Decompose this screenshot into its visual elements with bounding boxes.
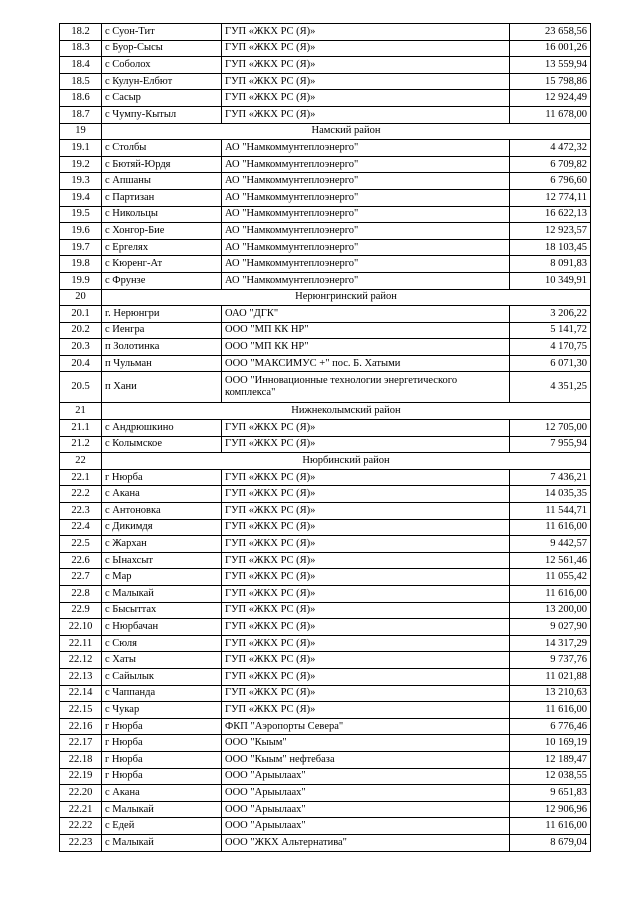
row-number: 18.5 — [60, 73, 102, 90]
table-row — [60, 372, 591, 403]
row-number: 21.2 — [60, 436, 102, 453]
organization-cell: АО "Намкоммунтеплоэнерго" — [222, 206, 510, 223]
organization-cell: ГУП «ЖКХ РС (Я)» — [222, 685, 510, 702]
amount-cell: 6 776,46 — [510, 718, 591, 735]
organization-cell: ГУП «ЖКХ РС (Я)» — [222, 668, 510, 685]
table-row — [60, 668, 591, 685]
organization-cell: ГУП «ЖКХ РС (Я)» — [222, 73, 510, 90]
organization-cell: ГУП «ЖКХ РС (Я)» — [222, 436, 510, 453]
table-row — [60, 239, 591, 256]
row-number: 22.5 — [60, 536, 102, 553]
table-row — [60, 801, 591, 818]
row-number: 22.22 — [60, 818, 102, 835]
amount-cell: 11 616,00 — [510, 519, 591, 536]
locality-cell: с Акана — [102, 785, 222, 802]
row-number: 19.3 — [60, 173, 102, 190]
locality-cell: г Нюрба — [102, 718, 222, 735]
locality-cell: с Малыкай — [102, 834, 222, 851]
row-number: 22.17 — [60, 735, 102, 752]
table-row — [60, 173, 591, 190]
amount-cell: 4 351,25 — [510, 372, 591, 403]
table-row — [60, 602, 591, 619]
row-number: 18.4 — [60, 57, 102, 74]
row-number: 22.15 — [60, 702, 102, 719]
amount-cell: 9 027,90 — [510, 619, 591, 636]
locality-cell: с Кюренг-Ат — [102, 256, 222, 273]
table-row — [60, 469, 591, 486]
row-number: 20.1 — [60, 306, 102, 323]
organization-cell: ООО "ЖКХ Альтернатива" — [222, 834, 510, 851]
table-row — [60, 768, 591, 785]
amount-cell: 4 170,75 — [510, 339, 591, 356]
amount-cell: 12 189,47 — [510, 751, 591, 768]
table-row — [60, 24, 591, 41]
table-row — [60, 818, 591, 835]
locality-cell: с Сасыр — [102, 90, 222, 107]
row-number: 22.12 — [60, 652, 102, 669]
amount-cell: 10 349,91 — [510, 272, 591, 289]
amount-cell: 11 055,42 — [510, 569, 591, 586]
row-number: 22.20 — [60, 785, 102, 802]
amount-cell: 8 679,04 — [510, 834, 591, 851]
table-row — [60, 785, 591, 802]
amount-cell: 4 472,32 — [510, 140, 591, 157]
locality-cell: с Ергелях — [102, 239, 222, 256]
organization-cell: ООО "Арыылаах" — [222, 768, 510, 785]
table-row — [60, 40, 591, 57]
row-number: 22.7 — [60, 569, 102, 586]
district-name: Нерюнгринский район — [102, 289, 591, 306]
amount-cell: 18 103,45 — [510, 239, 591, 256]
locality-cell: с Кулун-Елбют — [102, 73, 222, 90]
row-number: 18.2 — [60, 24, 102, 41]
row-number: 20.4 — [60, 355, 102, 372]
district-number: 20 — [60, 289, 102, 306]
row-number: 22.11 — [60, 635, 102, 652]
amount-cell: 12 561,46 — [510, 552, 591, 569]
organization-cell: ООО "Арыылаах" — [222, 818, 510, 835]
table-row — [60, 718, 591, 735]
table-row — [60, 536, 591, 553]
table-row — [60, 57, 591, 74]
row-number: 22.18 — [60, 751, 102, 768]
row-number: 22.10 — [60, 619, 102, 636]
organization-cell: ГУП «ЖКХ РС (Я)» — [222, 619, 510, 636]
table-row — [60, 436, 591, 453]
organization-cell: ГУП «ЖКХ РС (Я)» — [222, 57, 510, 74]
amount-cell: 12 923,57 — [510, 223, 591, 240]
amount-cell: 12 038,55 — [510, 768, 591, 785]
table-body — [60, 24, 591, 852]
organization-cell: ГУП «ЖКХ РС (Я)» — [222, 469, 510, 486]
organization-cell: ГУП «ЖКХ РС (Я)» — [222, 486, 510, 503]
organization-cell: АО "Намкоммунтеплоэнерго" — [222, 173, 510, 190]
locality-cell: г Нюрба — [102, 469, 222, 486]
table-row — [60, 339, 591, 356]
row-number: 19.8 — [60, 256, 102, 273]
organization-cell: ООО "МАКСИМУС +" пос. Б. Хатыми — [222, 355, 510, 372]
locality-cell: с Иенгра — [102, 322, 222, 339]
locality-cell: с Дикимдя — [102, 519, 222, 536]
locality-cell: с Бютяй-Юрдя — [102, 156, 222, 173]
district-number: 21 — [60, 403, 102, 420]
organization-cell: АО "Намкоммунтеплоэнерго" — [222, 156, 510, 173]
row-number: 22.8 — [60, 586, 102, 603]
organization-cell: ООО "Кыым" — [222, 735, 510, 752]
table-row — [60, 272, 591, 289]
organization-cell: ГУП «ЖКХ РС (Я)» — [222, 635, 510, 652]
row-number: 19.1 — [60, 140, 102, 157]
locality-cell: с Нюрбачан — [102, 619, 222, 636]
table-row — [60, 751, 591, 768]
locality-cell: с Фрунзе — [102, 272, 222, 289]
organization-cell: ОАО "ДГК" — [222, 306, 510, 323]
table-row — [60, 652, 591, 669]
amount-cell: 9 651,83 — [510, 785, 591, 802]
row-number: 19.9 — [60, 272, 102, 289]
organization-cell: ООО "Арыылаах" — [222, 785, 510, 802]
district-name: Нюрбинский район — [102, 453, 591, 470]
table-row — [60, 189, 591, 206]
amount-cell: 12 774,11 — [510, 189, 591, 206]
amount-cell: 3 206,22 — [510, 306, 591, 323]
table-row — [60, 552, 591, 569]
organization-cell: АО "Намкоммунтеплоэнерго" — [222, 223, 510, 240]
district-header-row — [60, 123, 591, 140]
locality-cell: с Акана — [102, 486, 222, 503]
amount-cell: 7 436,21 — [510, 469, 591, 486]
amount-cell: 11 616,00 — [510, 818, 591, 835]
locality-cell: с Малыкай — [102, 586, 222, 603]
locality-cell: г Нюрба — [102, 751, 222, 768]
locality-cell: с Столбы — [102, 140, 222, 157]
table-row — [60, 486, 591, 503]
amount-cell: 6 709,82 — [510, 156, 591, 173]
organization-cell: ООО "Арыылаах" — [222, 801, 510, 818]
row-number: 19.2 — [60, 156, 102, 173]
table-row — [60, 619, 591, 636]
table-row — [60, 106, 591, 123]
organization-cell: ГУП «ЖКХ РС (Я)» — [222, 552, 510, 569]
organization-cell: ГУП «ЖКХ РС (Я)» — [222, 420, 510, 437]
locality-cell: с Колымское — [102, 436, 222, 453]
amount-cell: 12 705,00 — [510, 420, 591, 437]
district-header-row — [60, 403, 591, 420]
organization-cell: АО "Намкоммунтеплоэнерго" — [222, 239, 510, 256]
amount-cell: 11 616,00 — [510, 702, 591, 719]
tariff-table — [59, 23, 591, 852]
district-name: Нижнеколымский район — [102, 403, 591, 420]
amount-cell: 6 071,30 — [510, 355, 591, 372]
locality-cell: с Буор-Сысы — [102, 40, 222, 57]
organization-cell: ООО "МП КК НР" — [222, 322, 510, 339]
row-number: 22.19 — [60, 768, 102, 785]
amount-cell: 10 169,19 — [510, 735, 591, 752]
amount-cell: 11 544,71 — [510, 503, 591, 520]
table-row — [60, 685, 591, 702]
locality-cell: п Золотинка — [102, 339, 222, 356]
organization-cell: ГУП «ЖКХ РС (Я)» — [222, 652, 510, 669]
table-row — [60, 256, 591, 273]
locality-cell: с Сюля — [102, 635, 222, 652]
amount-cell: 23 658,56 — [510, 24, 591, 41]
row-number: 22.1 — [60, 469, 102, 486]
row-number: 22.2 — [60, 486, 102, 503]
amount-cell: 14 317,29 — [510, 635, 591, 652]
table-row — [60, 503, 591, 520]
row-number: 18.3 — [60, 40, 102, 57]
table-row — [60, 834, 591, 851]
locality-cell: с Чукар — [102, 702, 222, 719]
organization-cell: ГУП «ЖКХ РС (Я)» — [222, 24, 510, 41]
row-number: 18.6 — [60, 90, 102, 107]
row-number: 22.21 — [60, 801, 102, 818]
table-row — [60, 420, 591, 437]
row-number: 19.4 — [60, 189, 102, 206]
organization-cell: АО "Намкоммунтеплоэнерго" — [222, 189, 510, 206]
district-number: 22 — [60, 453, 102, 470]
organization-cell: ГУП «ЖКХ РС (Я)» — [222, 40, 510, 57]
row-number: 20.5 — [60, 372, 102, 403]
row-number: 21.1 — [60, 420, 102, 437]
amount-cell: 9 442,57 — [510, 536, 591, 553]
amount-cell: 11 678,00 — [510, 106, 591, 123]
table-row — [60, 735, 591, 752]
district-header-row — [60, 453, 591, 470]
locality-cell: п Чульман — [102, 355, 222, 372]
organization-cell: ГУП «ЖКХ РС (Я)» — [222, 602, 510, 619]
organization-cell: АО "Намкоммунтеплоэнерго" — [222, 140, 510, 157]
amount-cell: 9 737,76 — [510, 652, 591, 669]
table-row — [60, 702, 591, 719]
locality-cell: г Нюрба — [102, 768, 222, 785]
locality-cell: с Жархан — [102, 536, 222, 553]
amount-cell: 8 091,83 — [510, 256, 591, 273]
row-number: 22.9 — [60, 602, 102, 619]
district-name: Намский район — [102, 123, 591, 140]
locality-cell: с Малыкай — [102, 801, 222, 818]
locality-cell: с Чумпу-Кытыл — [102, 106, 222, 123]
locality-cell: с Андрюшкино — [102, 420, 222, 437]
organization-cell: АО "Намкоммунтеплоэнерго" — [222, 272, 510, 289]
organization-cell: ООО "Кыым" нефтебаза — [222, 751, 510, 768]
locality-cell: с Апшаны — [102, 173, 222, 190]
table-row — [60, 635, 591, 652]
organization-cell: ГУП «ЖКХ РС (Я)» — [222, 90, 510, 107]
organization-cell: ГУП «ЖКХ РС (Я)» — [222, 106, 510, 123]
locality-cell: с Ынахсыт — [102, 552, 222, 569]
locality-cell: с Суон-Тит — [102, 24, 222, 41]
locality-cell: п Хани — [102, 372, 222, 403]
amount-cell: 13 559,94 — [510, 57, 591, 74]
table-row — [60, 73, 591, 90]
row-number: 22.4 — [60, 519, 102, 536]
locality-cell: с Хонгор-Бие — [102, 223, 222, 240]
row-number: 20.3 — [60, 339, 102, 356]
locality-cell: с Никольцы — [102, 206, 222, 223]
amount-cell: 15 798,86 — [510, 73, 591, 90]
locality-cell: с Едей — [102, 818, 222, 835]
amount-cell: 5 141,72 — [510, 322, 591, 339]
row-number: 19.5 — [60, 206, 102, 223]
table-row — [60, 156, 591, 173]
organization-cell: ФКП "Аэропорты Севера" — [222, 718, 510, 735]
locality-cell: с Антоновка — [102, 503, 222, 520]
amount-cell: 6 796,60 — [510, 173, 591, 190]
table-row — [60, 306, 591, 323]
amount-cell: 12 924,49 — [510, 90, 591, 107]
table-row — [60, 223, 591, 240]
amount-cell: 14 035,35 — [510, 486, 591, 503]
locality-cell: г. Нерюнгри — [102, 306, 222, 323]
row-number: 22.14 — [60, 685, 102, 702]
amount-cell: 16 001,26 — [510, 40, 591, 57]
organization-cell: ГУП «ЖКХ РС (Я)» — [222, 569, 510, 586]
organization-cell: ГУП «ЖКХ РС (Я)» — [222, 536, 510, 553]
amount-cell: 16 622,13 — [510, 206, 591, 223]
row-number: 22.6 — [60, 552, 102, 569]
locality-cell: с Сайылык — [102, 668, 222, 685]
organization-cell: ООО "МП КК НР" — [222, 339, 510, 356]
amount-cell: 11 021,88 — [510, 668, 591, 685]
row-number: 22.13 — [60, 668, 102, 685]
organization-cell: ГУП «ЖКХ РС (Я)» — [222, 586, 510, 603]
row-number: 18.7 — [60, 106, 102, 123]
district-number: 19 — [60, 123, 102, 140]
amount-cell: 7 955,94 — [510, 436, 591, 453]
row-number: 19.7 — [60, 239, 102, 256]
table-row — [60, 586, 591, 603]
locality-cell: с Чаппанда — [102, 685, 222, 702]
table-row — [60, 90, 591, 107]
row-number: 22.23 — [60, 834, 102, 851]
organization-cell: ГУП «ЖКХ РС (Я)» — [222, 519, 510, 536]
table-row — [60, 569, 591, 586]
amount-cell: 13 210,63 — [510, 685, 591, 702]
amount-cell: 12 906,96 — [510, 801, 591, 818]
organization-cell: ГУП «ЖКХ РС (Я)» — [222, 702, 510, 719]
locality-cell: с Хаты — [102, 652, 222, 669]
organization-cell: АО "Намкоммунтеплоэнерго" — [222, 256, 510, 273]
locality-cell: г Нюрба — [102, 735, 222, 752]
row-number: 19.6 — [60, 223, 102, 240]
row-number: 22.16 — [60, 718, 102, 735]
district-header-row — [60, 289, 591, 306]
amount-cell: 11 616,00 — [510, 586, 591, 603]
table-row — [60, 206, 591, 223]
locality-cell: с Партизан — [102, 189, 222, 206]
organization-cell: ООО "Инновационные технологии энергетического комплекса" — [222, 372, 510, 403]
table-row — [60, 355, 591, 372]
organization-cell: ГУП «ЖКХ РС (Я)» — [222, 503, 510, 520]
table-row — [60, 322, 591, 339]
table-row — [60, 519, 591, 536]
locality-cell: с Мар — [102, 569, 222, 586]
row-number: 22.3 — [60, 503, 102, 520]
table-row — [60, 140, 591, 157]
locality-cell: с Соболох — [102, 57, 222, 74]
row-number: 20.2 — [60, 322, 102, 339]
locality-cell: с Бысыттах — [102, 602, 222, 619]
amount-cell: 13 200,00 — [510, 602, 591, 619]
